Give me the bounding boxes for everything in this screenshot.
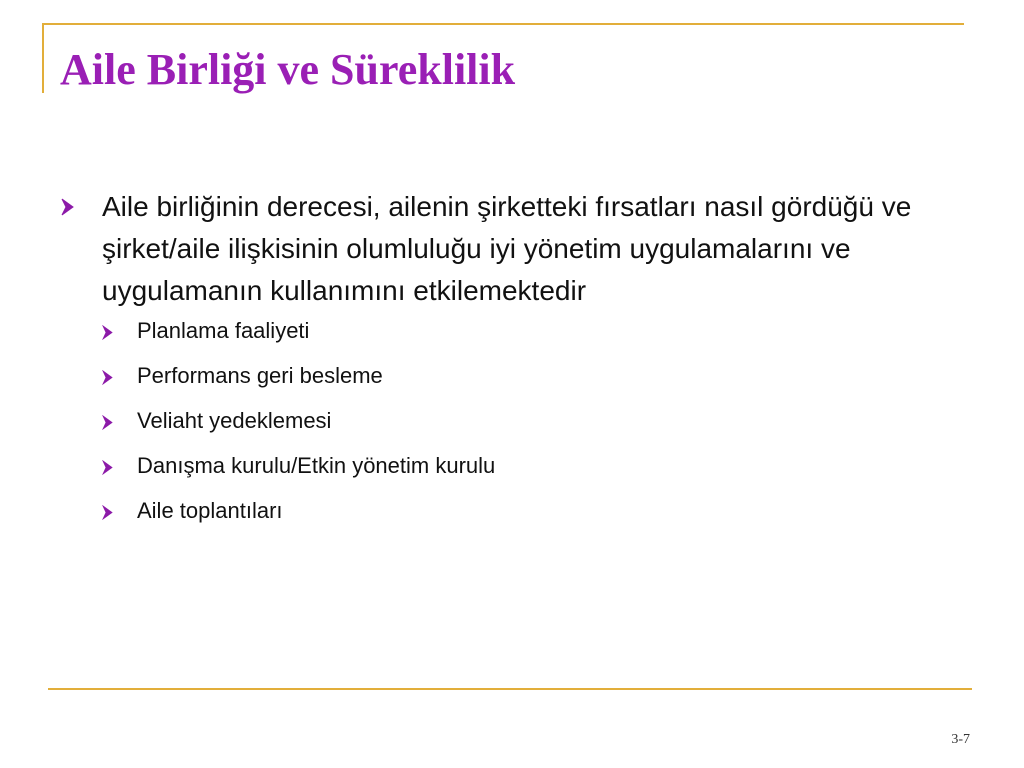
main-bullet-text: Aile birliğinin derecesi, ailenin şirketteki fırsatları nasıl gördüğü ve şirket/aile ilişkisinin olumluluğu iyi yönetim uygulamalarını ve uygulamanın kullanımını etkilemektedir [102,191,912,306]
chevron-right-bullet-icon [102,460,114,475]
sub-bullet-item [102,498,960,524]
chevron-right-bullet-icon [102,505,114,520]
sub-bullet-item [102,408,960,434]
sub-bullet-text: Veliaht yedeklemesi [137,408,332,433]
chevron-right-bullet-icon [102,325,114,340]
page-number: 3-7 [951,732,970,747]
sub-bullet-item [102,363,960,389]
title-frame-top-line [42,23,964,25]
chevron-right-bullet-icon [60,197,76,217]
chevron-right-bullet-icon [102,415,114,430]
slide-content [60,186,960,543]
main-bullet [60,186,960,312]
sub-bullet-item [102,453,960,479]
sub-bullet-text: Planlama faaliyeti [137,318,310,343]
sub-bullet-text: Aile toplantıları [137,498,283,523]
chevron-right-bullet-icon [102,370,114,385]
sub-bullet-text: Danışma kurulu/Etkin yönetim kurulu [137,453,496,478]
footer-divider [48,688,972,690]
slide-title: Aile Birliği ve Süreklilik [60,45,516,94]
title-frame-left-line [42,23,44,93]
sub-bullet-list [60,318,960,524]
sub-bullet-item [102,318,960,344]
sub-bullet-text: Performans geri besleme [137,363,383,388]
